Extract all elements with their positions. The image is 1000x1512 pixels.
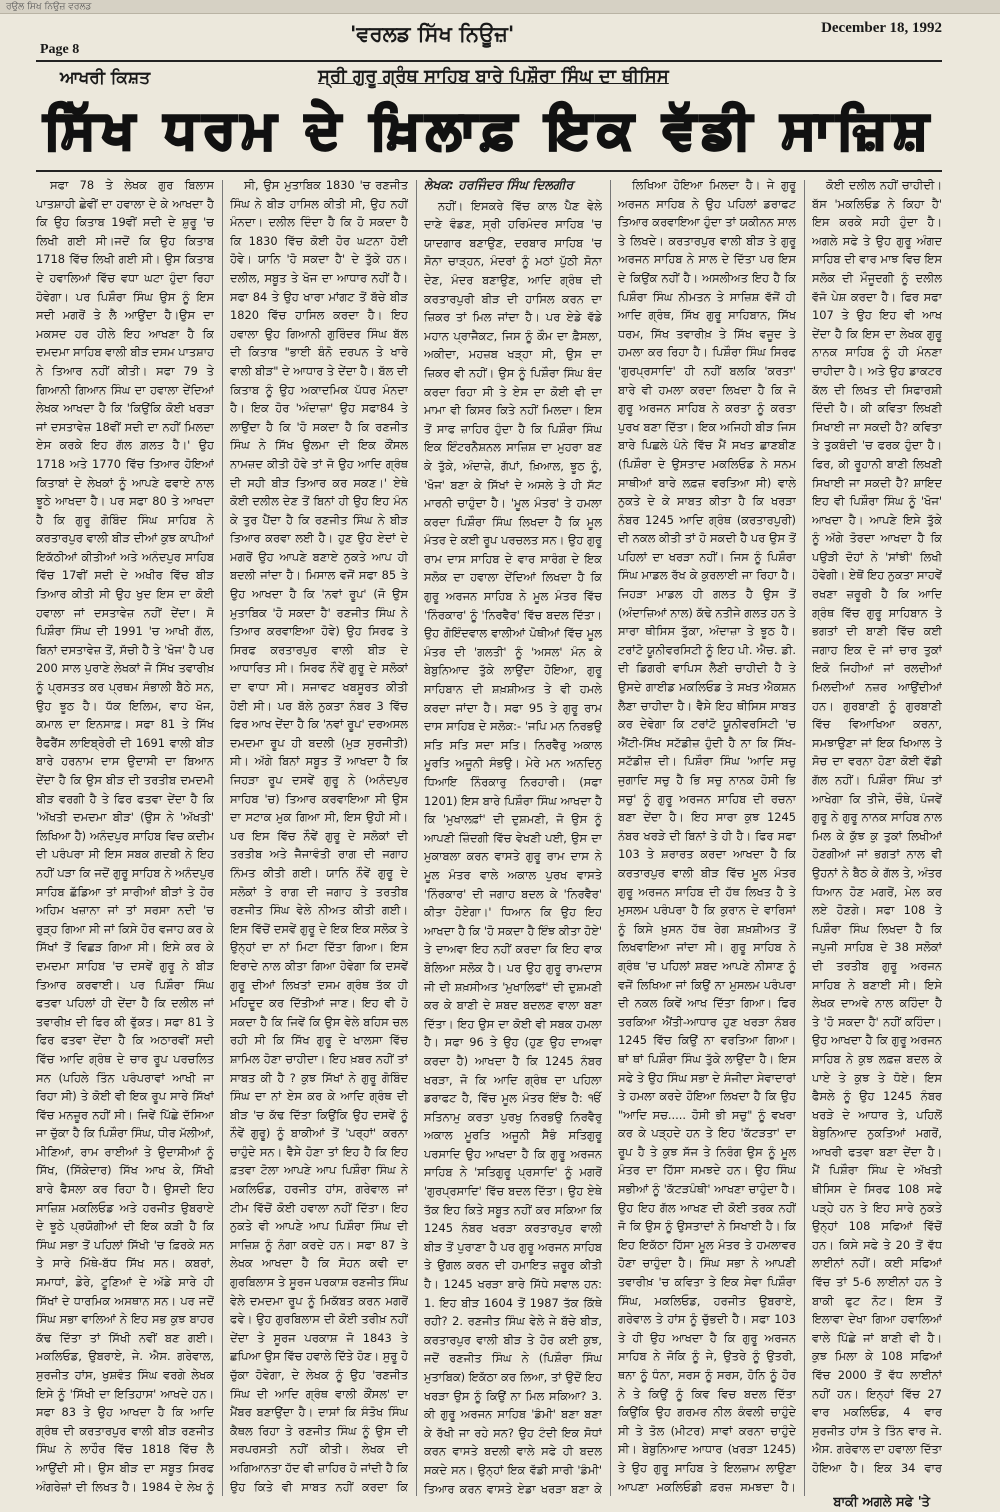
article-column-3	[424, 176, 602, 1496]
page-number: Page 8	[40, 42, 80, 57]
author-byline: ਲੇਖਕ: ਹਰਜਿੰਦਰ ਸਿੰਘ ਦਿਲਗੀਰ	[424, 177, 574, 192]
column-text: ਸਫਾ 78 ਤੇ ਲੇਖਕ ਗੁਰ ਬਿਲਾਸ ਪਾਤਸ਼ਾਹੀ ਛੇਵੀਂ ਦਾ ਹਵਾਲਾ ਦੇ ਕੇ ਆਖਦਾ ਹੈ ਕਿ ਉਹ ਕਿਤਾਬ 19ਵੀਂ ਸਦੀ ਦੇ ਸ਼ੁਰੂ 'ਚ ਲਿਖੀ ਗਈ ਸੀ।ਜਦੋਂ ਕਿ ਉਹ ਕਿਤਾਬ 1718 ਵਿੱਚ ਲਿਖੀ ਗਈ ਸੀ। ਉਸ ਕਿਤਾਬ ਦੇ ਹਵਾਲਿਆਂ ਵਿੱਚ ਵਧਾ ਘਟਾ ਹੁੰਦਾ ਰਿਹਾ ਹੋਵੇਗਾ। ਪਰ ਪਿਸ਼ੌਰਾ ਸਿੰਘ ਉਸ ਨੂੰ ਇਸ ਸਦੀ ਮਗਰੋਂ ਤੇ ਲੈ ਆਉਂਦਾ ਹੈ।ਉਸ ਦਾ ਮਕਸਦ ਹਰ ਹੀਲੇ ਇਹ ਆਖਣਾ ਹੈ ਕਿ ਦਮਦਮਾ ਸਾਹਿਬ ਵਾਲੀ ਬੀੜ ਦਸਮ ਪਾਤਸ਼ਾਹ ਨੇ ਤਿਆਰ ਨਹੀਂ ਕੀਤੀ। ਸਫਾ 79 ਤੇ ਗਿਆਨੀ ਗਿਆਨ ਸਿੰਘ ਦਾ ਹਵਾਲਾ ਦੇਂਦਿਆਂ ਲੇਖਕ ਆਖਦਾ ਹੈ ਕਿ 'ਕਿਉਂਕਿ ਕੋਈ ਖਰੜਾ ਜਾਂ ਦਸਤਾਵੇਜ਼ 18ਵੀਂ ਸਦੀ ਦਾ ਨਹੀਂ ਮਿਲਦਾ ਏਸ ਕਰਕੇ ਇਹ ਗੱਲ ਗ਼ਲਤ ਹੈ।' ਉਹ 1718 ਅਤੇ 1770 ਵਿੱਚ ਤਿਆਰ ਹੋਇਆਂ ਕਿਤਾਬਾਂ ਦੇ ਲੇਖਕਾਂ ਨੂੰ ਆਪਣੇ ਫਵਾਏ ਨਾਲ ਝੂਠੇ ਆਖਦਾ ਹੈ। ਪਰ ਸਫਾ 80 ਤੇ ਆਖਦਾ ਹੈ ਕਿ ਗੁਰੂ ਗੋਬਿੰਦ ਸਿੰਘ ਸਾਹਿਬ ਨੇ ਕਰਤਾਰਪੁਰ ਵਾਲੀ ਬੀੜ ਦੀਆਂ ਕੁਝ ਕਾਪੀਆਂ ਇਕੱਠੀਆਂ ਕੀਤੀਆਂ ਅਤੇ ਅਨੰਦਪੁਰ ਸਾਹਿਬ ਵਿੱਚ 17ਵੀਂ ਸਦੀ ਦੇ ਅਖੀਰ ਵਿੱਚ ਬੀੜ ਤਿਆਰ ਕੀਤੀ ਸੀ ਉਹ ਖੁਦ ਇਸ ਦਾ ਕੋਈ ਹਵਾਲਾ ਜਾਂ ਦਸਤਾਵੇਜ਼ ਨਹੀਂ ਦੇਂਦਾ। ਸੋ ਪਿਸ਼ੌਰਾ ਸਿੰਘ ਦੀ 1991 'ਚ ਆਖੀ ਗੱਲ, ਬਿਨਾਂ ਦਸਤਾਵੇਜ਼ ਤੋਂ, ਸੱਚੀ ਹੈ ਤੇ 'ਖੋਜ' ਹੈ ਪਰ 200 ਸਾਲ ਪੁਰਾਣੇ ਲੇਖਕਾਂ ਜੋ ਸਿੱਖ ਤਵਾਰੀਖ਼ ਨੂੰ ਪ੍ਰਸਤਤ ਕਰ ਪ੍ਰਥਮ ਸੰਭਾਲੀ ਬੈਠੇ ਸਨ, ਉਹ ਝੂਠ ਹੈ। ਧੱਕ ਇਲਿਮ, ਵਾਹ ਖੋਜ, ਕਮਾਲ ਦਾ ਇਨਸਾਫ਼। ਸਫਾ 81 ਤੇ ਸਿੱਖ ਰੈਫਰੈਂਸ ਲਾਇਬ੍ਰੇਰੀ ਦੀ 1691 ਵਾਲੀ ਬੀੜ ਬਾਰੇ ਹਰਨਾਮ ਦਾਸ ਉਦਾਸੀ ਦਾ ਬਿਆਨ ਦੇਂਦਾ ਹੈ ਕਿ ਉਸ ਬੀੜ ਦੀ ਤਰਤੀਬ ਦਮਦਮੀ ਬੀੜ ਵਰਗੀ ਹੈ ਤੇ ਫਿਰ ਫਤਵਾ ਦੇਂਦਾ ਹੈ ਕਿ 'ਅੱਖਤੀ ਦਮਦਮਾ ਬੀੜ' (ਉਸ ਨੇ 'ਅੱਖਤੀ' ਲਿਖਿਆ ਹੈ) ਅਨੰਦਪੁਰ ਸਾਹਿਬ ਵਿਚ ਕਦੀਮ ਦੀ ਪਰੰਪਰਾ ਸੀ ਇਸ ਸਬਕ ਗਦਬੀ ਨੇ ਇਹ ਨਹੀਂ ਪੜਾ ਕਿ ਜਦੋਂ ਗੁਰੂ ਸਾਹਿਬ ਨੇ ਅਨੰਦਪੁਰ ਸਾਹਿਬ ਛੱਡਿਆ ਤਾਂ ਸਾਰੀਆਂ ਬੀੜਾਂ ਤੇ ਹੋਰ ਅਹਿਮ ਖਜ਼ਾਨਾ ਜਾਂ ਤਾਂ ਸਰਸਾ ਨਦੀ 'ਚ ਰੁੜ੍ਹ ਗਿਆ ਸੀ ਜਾਂ ਕਿਸੇ ਹੋਰ ਵਜਾਹ ਕਰ ਕੇ ਸਿੱਖਾਂ ਤੋਂ ਵਿਛੜ ਗਿਆ ਸੀ। ਇਸੇ ਕਰ ਕੇ ਦਮਦਮਾ ਸਾਹਿਬ 'ਚ ਦਸਵੇਂ ਗੁਰੂ ਨੇ ਬੀੜ ਤਿਆਰ ਕਰਵਾਈ। ਪਰ ਪਿਸ਼ੌਰਾ ਸਿੰਘ ਫਤਵਾ ਪਹਿਲਾਂ ਹੀ ਦੇਂਦਾ ਹੈ ਕਿ ਦਲੀਲ ਜਾਂ ਤਵਾਰੀਖ਼ ਦੀ ਫਿਰ ਕੀ ਵੁੱਕਤ। ਸਫਾ 81 ਤੇ ਫਿਰ ਫਤਵਾ ਦੇਂਦਾ ਹੈ ਕਿ ਅਠਾਰਵੀਂ ਸਦੀ ਵਿੱਚ ਆਦਿ ਗ੍ਰੰਥ ਦੇ ਚਾਰ ਰੂਪ ਪਰਚਲਿਤ ਸਨ (ਪਹਿਲੇ ਤਿੰਨ ਪਰੰਪਰਾਵਾਂ ਆਖੀ ਜਾ ਰਿਹਾ ਸੀ) ਤੇ ਕੋਈ ਵੀ ਇਕ ਰੂਪ ਸਾਰੇ ਸਿੱਖਾਂ ਵਿੱਚ ਮਨਜ਼ੂਰ ਨਹੀਂ ਸੀ। ਜਿਵੇਂ ਪਿੱਛੇ ਦੱਸਿਆ ਜਾ ਚੁੱਕਾ ਹੈ ਕਿ ਪਿਸ਼ੌਰਾ ਸਿੰਘ, ਧੀਰ ਮੱਲੀਆਂ, ਮੀਣਿਆਂ, ਰਾਮ ਰਾਈਆਂ ਤੇ ਉਦਾਸੀਆਂ ਨੂੰ ਸਿੱਖ, (ਸਿੱਕੇਦਾਰ) ਸਿੱਖ ਆਖ ਕੇ, ਸਿੱਖੀ ਬਾਰੇ ਫੈਸਲਾ ਕਰ ਰਿਹਾ ਹੈ। ਉਸਦੀ ਇਹ ਸਾਜ਼ਿਸ਼ ਮਕਲਿਓਡ ਅਤੇ ਹਰਜੀਤ ਉਬਰਾਏ ਦੇ ਝੂਠੇ ਪ੍ਰਯੋਗੀਆਂ ਦੀ ਇਕ ਕੜੀ ਹੈ ਕਿ ਸਿੰਘ ਸਭਾ ਤੋਂ ਪਹਿਲਾਂ ਸਿੱਖੀ 'ਚ ਫ਼ਿਰਕੇ ਸਨ ਤੇ ਸਾਰੇ ਮਿੱਥੇ-ਬੱਧ ਸਿੱਖ ਸਨ। ਕਬਰਾਂ, ਸਮਾਧਾਂ, ਡੇਰੇ, ਟੂਣਿਆਂ ਦੇ ਅੱਡੇ ਸਾਰੇ ਹੀ ਸਿੱਖਾਂ ਦੇ ਧਾਰਮਿਕ ਅਸਥਾਨ ਸਨ। ਪਰ ਜਦੋਂ ਸਿੰਘ ਸਭਾ ਵਾਲਿਆਂ ਨੇ ਇਹ ਸਭ ਕੁਝ ਬਾਹਰ ਕੱਢ ਦਿੱਤਾ ਤਾਂ ਸਿੱਖੀ ਨਵੀਂ ਬਣ ਗਈ। ਮਕਲਿਓਡ, ਉਬਰਾਏ, ਜੇ. ਐਸ. ਗਰੇਵਾਲ, ਸੁਰਜੀਤ ਹਾਂਸ, ਖੁਸ਼ਵੰਤ ਸਿੰਘ ਵਰਗੇ ਲੇਖਕ ਇਸੇ ਨੂੰ 'ਸਿੱਖੀ ਦਾ ਇਤਿਹਾਸ' ਆਖਦੇ ਹਨ। ਸਫਾ 83 ਤੇ ਉਹ ਆਖਦਾ ਹੈ ਕਿ ਆਦਿ ਗ੍ਰੰਥ ਦੀ ਕਰਤਾਰਪੁਰ ਵਾਲੀ ਬੀੜ ਰਣਜੀਤ ਸਿੰਘ ਨੇ ਲਾਹੌਰ ਵਿੱਚ 1818 ਵਿੱਚ ਲੈ ਆਉਂਦੀ ਸੀ। ਉਸ ਬੀੜ ਦਾ ਸਬੂਤ ਸਿਰਫ ਅੰਗਰੇਜ਼ਾਂ ਦੀ ਲਿਖਤ ਹੈ। 1984 ਦੇ ਲੇਖ ਨੂੰ	[36, 178, 214, 1494]
article-column-1	[36, 176, 214, 1496]
article-headline: ਸਿੱਖ ਧਰਮ ਦੇ ਖ਼ਿਲਾਫ਼ ਇਕ ਵੱਡੀ ਸਾਜ਼ਿਸ਼	[44, 100, 934, 160]
column-divider	[804, 180, 805, 1496]
column-divider	[222, 180, 223, 1496]
header-rule	[36, 60, 942, 62]
article-column-2	[230, 176, 408, 1496]
headline-rule	[36, 170, 942, 172]
masthead-title: 'ਵਰਲਡ ਸਿੱਖ ਨਿਊਜ਼'	[350, 22, 515, 46]
issue-date: December 18, 1992	[821, 20, 942, 36]
article-kicker	[36, 64, 942, 94]
column-text: ਕੋਈ ਦਲੀਲ ਨਹੀਂ ਚਾਹੀਦੀ। ਬੱਸ 'ਮਕਲਿਓਡ ਨੇ ਕਿਹਾ ਹੈ' ਇਸ ਕਰਕੇ ਸਹੀ ਹੁੰਦਾ ਹੈ। ਅਗਲੇ ਸਫੇ ਤੇ ਉਹ ਗੁਰੂ ਅੰਗਦ ਸਾਹਿਬ ਦੀ ਵਾਰ ਮਾਝ ਵਿਚ ਇਸ ਸਲੋਕ ਦੀ ਮੌਜੂਦਗੀ ਨੂੰ ਦਲੀਲ ਵੱਜੋ ਪੇਸ਼ ਕਰਦਾ ਹੈ। ਫਿਰ ਸਫਾ 107 ਤੇ ਉਹ ਇਹ ਵੀ ਆਖ ਦੇਂਦਾ ਹੈ ਕਿ ਇਸ ਦਾ ਲੇਖਕ ਗੁਰੂ ਨਾਨਕ ਸਾਹਿਬ ਨੂੰ ਹੀ ਮੰਨਣਾ ਚਾਹੀਦਾ ਹੈ। ਅਤੇ ਉਹ ਡਾਕਟਰ ਕੱਲ ਦੀ ਲਿਖਤ ਦੀ ਸਿਫਾਰਸ਼ੀ ਦਿੰਦੀ ਹੈ। ਕੀ ਕਵਿਤਾ ਲਿਖਣੀ ਸਿਖਾਈ ਜਾ ਸਕਦੀ ਹੈ? ਕਵਿਤਾ ਤੇ ਤੁਕਬੰਦੀ 'ਚ ਫਰਕ ਹੁੰਦਾ ਹੈ। ਫਿਰ, ਕੀ ਰੂਹਾਨੀ ਬਾਣੀ ਲਿਖਣੀ ਸਿਖਾਈ ਜਾ ਸਕਦੀ ਹੈ? ਸ਼ਾਇਦ ਇਹ ਵੀ ਪਿਸ਼ੌਰਾ ਸਿੰਘ ਨੂੰ 'ਖੋਜ' ਆਖਦਾ ਹੈ। ਆਪਣੇ ਇਸੇ ਤੁੱਕੇ ਨੂੰ ਅੱਗੇ ਤੋਰਦਾ ਆਖਦਾ ਹੈ ਕਿ ਪਉੜੀ ਦੋਹਾਂ ਨੇ 'ਸਾਂਝੀ' ਲਿਖੀ ਹੋਵੇਗੀ। ਏਥੋਂ ਇਹ ਨੁਕਤਾ ਸਾਹਵੇਂ ਰਖਣਾ ਜ਼ਰੂਰੀ ਹੈ ਕਿ ਆਦਿ ਗ੍ਰੰਥ ਵਿੱਚ ਗੁਰੂ ਸਾਹਿਬਾਨ ਤੇ ਭਗਤਾਂ ਦੀ ਬਾਣੀ ਵਿੱਚ ਕਈ ਜਗਾਹ ਇਕ ਦੋ ਜਾਂ ਚਾਰ ਤੁਕਾਂ ਇਕੋ ਜਿਹੀਆਂ ਜਾਂ ਰਲਦੀਆਂ ਮਿਲਦੀਆਂ ਨਜ਼ਰ ਆਉਂਦੀਆਂ ਹਨ। ਗੁਰਬਾਣੀ ਨੂੰ ਗੁਰਬਾਣੀ ਵਿੱਚ ਵਿਆਖਿਆ ਕਰਨਾ, ਸਮਝਾਉਣਾ ਜਾਂ ਇਕ ਖਿਆਲ ਤੇ ਸੋਚ ਦਾ ਵਰਨਾ ਹੋਣਾ ਕੋਈ ਵੱਡੀ ਗੱਲ ਨਹੀਂ। ਪਿਸ਼ੌਰਾ ਸਿੰਘ ਤਾਂ ਆਖੇਗਾ ਕਿ ਤੀਜੇ, ਚੌਥੇ, ਪੰਜਵੇਂ ਗੁਰੂ ਨੇ ਗੁਰੂ ਨਾਨਕ ਸਾਹਿਬ ਨਾਲ ਮਿਲ ਕੇ ਕੁੱਝ ਕੁ ਤੁਕਾਂ ਲਿਖੀਆਂ ਹੋਣਗੀਆਂ ਜਾਂ ਭਗਤਾਂ ਨਾਲ ਵੀ ਉਹਨਾਂ ਨੇ ਬੈਠ ਕੇ ਗੱਲ ਤੇ, ਅੰਤਰ ਧਿਆਨ ਹੋਣ ਮਗਰੋਂ, ਮੇਲ ਕਰ ਲਏ ਹੋਣਗੇ। ਸਫਾ 108 ਤੇ ਪਿਸ਼ੌਰਾ ਸਿੰਘ ਲਿਖਦਾ ਹੈ ਕਿ ਜਪੁਜੀ ਸਾਹਿਬ ਦੇ 38 ਸਲੋਕਾਂ ਦੀ ਤਰਤੀਬ ਗੁਰੂ ਅਰਜਨ ਸਾਹਿਬ ਨੇ ਬਣਾਈ ਸੀ। ਇਸੇ ਲੇਖਕ ਦਾਅਵੇ ਨਾਲ ਕਹਿੰਦਾ ਹੈ ਤੇ 'ਹੋ ਸਕਦਾ ਹੈ' ਨਹੀਂ ਕਹਿੰਦਾ। ਉਹ ਆਖਦਾ ਹੈ ਕਿ ਗੁਰੂ ਅਰਜਨ ਸਾਹਿਬ ਨੇ ਕੁਝ ਲਫ਼ਜ਼ ਬਦਲ ਕੇ ਪਾਏ ਤੇ ਕੁਝ ਤੇ ਧੋਏ। ਇਸ ਫੈਸਲੇ ਨੂੰ ਉਹ 1245 ਨੰਬਰ ਖਰੜੇ ਦੇ ਆਧਾਰ ਤੇ, ਪਹਿਲੋਂ ਬੇਬੁਨਿਆਦ ਨੁਕਤਿਆਂ ਮਗਰੋਂ, ਆਖਰੀ ਫਤਵਾ ਬਣਾ ਦੇਂਦਾ ਹੈ। ਮੈਂ ਪਿਸ਼ੌਰਾ ਸਿੰਘ ਦੇ ਅੱਖਤੀ ਥੀਸਿਸ ਦੇ ਸਿਰਫ 108 ਸਫੇ ਪੜ੍ਹੇ ਹਨ ਤੇ ਇਹ ਸਾਰੇ ਨੁਕਤੇ ਉਨ੍ਹਾਂ 108 ਸਫਿਆਂ ਵਿੱਚੋਂ ਹਨ। ਕਿਸੇ ਸਫੇ ਤੇ 20 ਤੋਂ ਵੱਧ ਲਾਈਨਾਂ ਨਹੀਂ। ਕਈ ਸਫਿਆਂ ਵਿੱਚ ਤਾਂ 5-6 ਲਾਈਨਾਂ ਹਨ ਤੇ ਬਾਕੀ ਫੁਟ ਨੋਟ। ਇਸ ਤੋਂ ਇਲਾਵਾ ਦੇਖਾ ਗਿਆ ਹਵਾਲਿਆਂ ਵਾਲੇ ਪਿੱਛੇ ਜਾਂ ਬਾਣੀ ਵੀ ਹੈ। ਕੁਝ ਮਿਲਾ ਕੇ 108 ਸਫਿਆਂ ਵਿੱਚ 2000 ਤੋਂ ਵੱਧ ਲਾਈਨਾਂ ਨਹੀਂ ਹਨ। ਇਨ੍ਹਾਂ ਵਿੱਚ 27 ਵਾਰ ਮਕਲਿਓਡ, 4 ਵਾਰ ਸੁਰਜੀਤ ਹਾਂਸ ਤੇ ਤਿੰਨ ਵਾਰ ਜੇ. ਐਸ. ਗਰੇਵਾਲ ਦਾ ਹਵਾਲਾ ਦਿੱਤਾ ਹੋਇਆ ਹੈ। ਇਕ 34 ਵਾਰ	[812, 178, 942, 1474]
column-divider	[416, 180, 417, 1496]
column-divider	[610, 180, 611, 1496]
page-header	[30, 14, 942, 60]
column-text: ਨਹੀਂ। ਇਸਕਰੇ ਵਿੱਚ ਕਾਲ ਪੈਣ ਵੇਲੇ ਦਾਣੇ ਵੰਡਣ, ਸ੍ਰੀ ਹਰਿਮੰਦਰ ਸਾਹਿਬ 'ਚ ਯਾਦਗਾਰ ਬਣਾਉਣ, ਦਰਬਾਰ ਸਾਹਿਬ 'ਚ ਸੋਨਾ ਚਾੜ੍ਹਨ, ਮੰਦਰਾਂ ਨੂੰ ਮਠਾਂ ਪੁੱਠੀ ਸੋਨਾ ਦੇਣ, ਮੰਦਰ ਬਣਾਉਣ, ਆਦਿ ਗ੍ਰੰਥ ਦੀ ਕਰਤਾਰਪੁਰੀ ਬੀੜ ਦੀ ਹਾਸਿਲ ਕਰਨ ਦਾ ਜ਼ਿਕਰ ਤਾਂ ਮਿਲ ਜਾਂਦਾ ਹੈ। ਪਰ ਏਡੇ ਵੱਡੇ ਮਹਾਨ ਪ੍ਰਾਜੈਕਟ, ਜਿਸ ਨੂੰ ਕੌਮ ਦਾ ਫ਼ੈਸਲਾ, ਅਕੀਦਾ, ਮਹਜ਼ਬ ਖੜ੍ਹਾ ਸੀ, ਉਸ ਦਾ ਜ਼ਿਕਰ ਵੀ ਨਹੀਂ। ਉਸ ਨੂੰ ਪਿਸ਼ੌਰਾ ਸਿੰਘ ਬੰਦ ਕਰਦਾ ਰਿਹਾ ਸੀ ਤੇ ਏਸ ਦਾ ਕੋਈ ਵੀ ਦਾ ਮਾਮਾ ਵੀ ਕਿਸਰ ਕਿਤੇ ਨਹੀਂ ਮਿਲਦਾ। ਇਸ ਤੋਂ ਸਾਫ ਜ਼ਾਹਿਰ ਹੁੰਦਾ ਹੈ ਕਿ ਪਿਸ਼ੌਰਾ ਸਿੰਘ ਇਕ ਇੰਟਰਨੈਸ਼ਨਲ ਸਾਜ਼ਿਸ਼ ਦਾ ਮੁਹਰਾ ਬਣ ਕੇ ਤੁੱਕੇ, ਅੰਦਾਜ਼ੇ, ਗੱਪਾਂ, ਖ਼ਿਆਲ, ਝੂਠ ਨੂੰ, 'ਖੋਜ' ਬਣਾ ਕੇ ਸਿੱਖਾਂ ਦੇ ਅਸਲੇ ਤੇ ਹੀ ਸੱਟ ਮਾਰਨੀ ਚਾਹੁੰਦਾ ਹੈ। 'ਮੂਲ ਮੰਤਰ' ਤੇ ਹਮਲਾ ਕਰਦਾ ਪਿਸ਼ੌਰਾ ਸਿੰਘ ਲਿਖਦਾ ਹੈ ਕਿ ਮੂਲ ਮੰਤਰ ਦੇ ਕਈ ਰੂਪ ਪਰਚਲਤ ਸਨ। ਉਹ ਗੁਰੂ ਰਾਮ ਦਾਸ ਸਾਹਿਬ ਦੇ ਵਾਰ ਸਾਰੰਗ ਦੇ ਇਕ ਸਲੋਕ ਦਾ ਹਵਾਲਾ ਦੇਂਦਿਆਂ ਲਿਖਦਾ ਹੈ ਕਿ ਗੁਰੂ ਅਰਜਨ ਸਾਹਿਬ ਨੇ ਮੂਲ ਮੰਤਰ ਵਿੱਚ 'ਨਿੰਰਕਾਰ' ਨੂੰ 'ਨਿਰਵੈਰ' ਵਿੱਚ ਬਦਲ ਦਿੱਤਾ। ਉਹ ਗੋਇੰਦਵਾਲ ਵਾਲੀਆਂ ਪੋਥੀਆਂ ਵਿੱਚ ਮੂਲ ਮੰਤਰ ਦੀ 'ਗਲਤੀ' ਨੂੰ 'ਅਸਲ' ਮੰਨ ਕੇ ਬੇਬੁਨਿਆਦ ਤੁੱਕੇ ਲਾਉਂਦਾ ਹੋਇਆ, ਗੁਰੂ ਸਾਹਿਬਾਨ ਦੀ ਸ਼ਖ਼ਸ਼ੀਅਤ ਤੇ ਵੀ ਹਮਲੇ ਕਰਦਾ ਜਾਂਦਾ ਹੈ। ਸਫਾ 95 ਤੇ ਗੁਰੂ ਰਾਮ ਦਾਸ ਸਾਹਿਬ ਦੇ ਸਲੋਕ:- 'ਜਪਿ ਮਨ ਨਿਰਭਉ ਸਤਿ ਸਤਿ ਸਦਾ ਸਤਿ। ਨਿਰਵੈਰੁ ਅਕਾਲ ਮੂਰਤਿ ਅਜੂਨੀ ਸੰਭਉ। ਮੇਰੇ ਮਨ ਅਨਦਿਨੁ ਧਿਆਇ ਨਿੰਰਕਾਰੁ ਨਿਰਹਾਰੀ। (ਸਫਾ 1201) ਇਸ ਬਾਰੇ ਪਿਸ਼ੌਰਾ ਸਿੰਘ ਆਖਦਾ ਹੈ ਕਿ 'ਮੁਖਾਲਫ਼ਾਂ' ਦੀ ਦੁਸ਼ਮਣੀ, ਜੋ ਉਸ ਨੂੰ ਆਪਣੀ ਜ਼ਿੰਦਗੀ ਵਿੱਚ ਵੇਖਣੀ ਪਈ, ਉਸ ਦਾ ਮੁਕਾਬਲਾ ਕਰਨ ਵਾਸਤੇ ਗੁਰੂ ਰਾਮ ਦਾਸ ਨੇ ਮੂਲ ਮੰਤਰ ਵਾਲੇ ਅਕਾਲ ਪੁਰਖ ਵਾਸਤੇ 'ਨਿੰਰਕਾਰ' ਦੀ ਜਗਾਹ ਬਦਲ ਕੇ 'ਨਿਰਵੈਰ' ਕੀਤਾ ਹੋਏਗਾ।' ਧਿਆਨ ਕਿ ਉਹ ਇਹ ਆਖਦਾ ਹੈ ਕਿ 'ਹੋ ਸਕਦਾ ਹੈ ਇੰਝ ਕੀਤਾ ਹੋਏ' ਤੇ ਦਾਅਵਾ ਇਹ ਨਹੀਂ ਕਰਦਾ ਕਿ ਇਹ ਵਾਕ ਬੋਲਿਆ ਸਲੋਕ ਹੈ। ਪਰ ਉਹ ਗੁਰੂ ਰਾਮਦਾਸ ਜੀ ਦੀ ਸ਼ਖ਼ਸੀਅਤ 'ਮੁਖਾਲਿਫਾਂ' ਦੀ ਦੁਸ਼ਮਣੀ ਕਰ ਕੇ ਬਾਣੀ ਦੇ ਸ਼ਬਦ ਬਦਲਣ ਵਾਲਾ ਬਣਾ ਦਿੱਤਾ। ਇਹ ਉਸ ਦਾ ਕੋਈ ਵੀ ਸਬਕ ਹਮਲਾ ਹੈ। ਸਫਾ 96 ਤੇ ਉਹ (ਹੁਣ ਉਹ ਦਾਅਵਾ ਕਰਦਾ ਹੈ) ਆਖਦਾ ਹੈ ਕਿ 1245 ਨੰਬਰ ਖਰੜਾ, ਜੋ ਕਿ ਆਦਿ ਗ੍ਰੰਥ ਦਾ ਪਹਿਲਾ ਡਰਾਫਟ ਹੈ, ਵਿੱਚ ਮੂਲ ਮੰਤਰ ਇੰਝ ਹੈ: ੴ ਸਤਿਨਾਮੁ ਕਰਤਾ ਪੁਰਖੁ ਨਿਰਭਉ ਨਿਰਵੈਰੁ ਅਕਾਲ ਮੂਰਤਿ ਅਜੂਨੀ ਸੈਭੰ ਸਤਿਗੁਰੂ ਪਰਸਾਦਿ ਉਹ ਆਖਦਾ ਹੈ ਕਿ ਗੁਰੂ ਅਰਜਨ ਸਾਹਿਬ ਨੇ 'ਸਤਿਗੁਰੂ ਪ੍ਰਸਾਦਿ' ਨੂੰ ਮਗਰੋਂ 'ਗੁਰਪ੍ਰਸਾਦਿ' ਵਿੱਚ ਬਦਲ ਦਿੱਤਾ। ਉਹ ਏਥੇ ਤੱਕ ਇਹ ਕਿਤੇ ਸਬੂਤ ਨਹੀਂ ਕਰ ਸਕਿਆ ਕਿ 1245 ਨੰਬਰ ਖਰੜਾ ਕਰਤਾਰਪੁਰ ਵਾਲੀ ਬੀੜ ਤੋਂ ਪੁਰਾਣਾ ਹੈ ਪਰ ਗੁਰੂ ਅਰਜਨ ਸਾਹਿਬ ਤੇ ਉਂਗਲ ਕਰਨ ਦੀ ਹਮਾਇਤ ਜ਼ਰੂਰ ਕੀਤੀ ਹੈ। 1245 ਖਰੜਾ ਬਾਰੇ ਸਿੱਧੇ ਸਵਾਲ ਹਨ: 1. ਇਹ ਬੀੜ 1604 ਤੋਂ 1987 ਤੱਕ ਕਿੱਥੇ ਰਹੀ? 2. ਰਣਜੀਤ ਸਿੰਘ ਵੇਲੇ ਜੇ ਬੱਚੇ ਬੀੜ, ਕਰਤਾਰਪੁਰ ਵਾਲੀ ਬੀੜ ਤੇ ਹੋਰ ਕਈ ਕੁਝ, ਜਦੋਂ ਰਣਜੀਤ ਸਿੰਘ ਨੇ (ਪਿਸ਼ੌਰਾ ਸਿੰਘ ਮੁਤਾਬਿਕ) ਇਕੱਠਾ ਕਰ ਲਿਆ, ਤਾਂ ਉਦੋਂ ਇਹ ਖਰੜਾ ਉਸ ਨੂੰ ਕਿਉਂ ਨਾ ਮਿਲ ਸਕਿਆ? 3. ਕੀ ਗੁਰੂ ਅਰਜਨ ਸਾਹਿਬ 'ਡੰਮੀ' ਬਣਾ ਬਣਾ ਕੇ ਰੱਖੀ ਜਾ ਰਹੇ ਸਨ? ਉਹ ਟੰਦੀ ਇਕ ਸੋਧਾਂ ਕਰਨ ਵਾਸਤੇ ਬਦਲੀ ਵਾਲੇ ਸਫੇ ਹੀ ਬਦਲ ਸਕਦੇ ਸਨ। ਉਨ੍ਹਾਂ ਇਕ ਵੱਡੀ ਸਾਰੀ 'ਡੰਮੀ' ਤਿਆਰ ਕਰਨ ਵਾਸਤੇ ਏਡਾ ਖਰੜਾ ਬਣਾ ਕੇ	[424, 198, 602, 1496]
continued-note: ਬਾਕੀ ਅਗਲੇ ਸਫੇ 'ਤੇ	[833, 1495, 930, 1510]
column-text: ਲਿਖਿਆ ਹੋਇਆ ਮਿਲਦਾ ਹੈ। ਜੇ ਗੁਰੂ ਅਰਜਨ ਸਾਹਿਬ ਨੇ ਉਹ ਪਹਿਲਾਂ ਡਰਾਫਟ ਤਿਆਰ ਕਰਵਾਇਆ ਹੁੰਦਾ ਤਾਂ ਯਕੀਨਨ ਸਾਲ ਤੇ ਲਿਖਦੇ। ਕਰਤਾਰਪੁਰ ਵਾਲੀ ਬੀੜ ਤੇ ਗੁਰੂ ਅਰਜਨ ਸਾਹਿਬ ਨੇ ਸਾਲ ਦੇ ਦਿੱਤਾ ਪਰ ਇਸ ਦੇ ਕਿਉਂਕ ਨਹੀਂ ਹੈ। ਅਸਲੀਅਤ ਇਹ ਹੈ ਕਿ ਪਿਸ਼ੌਰਾ ਸਿੰਘ ਨੀਮਤਨ ਤੇ ਸਾਜ਼ਿਸ਼ ਵੱਜੋਂ ਹੀ ਆਦਿ ਗ੍ਰੰਥ, ਸਿੱਖ ਗੁਰੂ ਸਾਹਿਬਾਨ, ਸਿੱਖ ਧਰਮ, ਸਿੱਖ ਤਵਾਰੀਖ਼ ਤੇ ਸਿੱਖ ਵਜੂਦ ਤੇ ਹਮਲਾ ਕਰ ਰਿਹਾ ਹੈ। ਪਿਸ਼ੌਰਾ ਸਿੰਘ ਸਿਰਫ 'ਗੁਰਪ੍ਰਸਾਦਿ' ਹੀ ਨਹੀਂ ਬਲਕਿ 'ਕਰਤਾ' ਬਾਰੇ ਵੀ ਹਮਲਾ ਕਰਦਾ ਲਿਖਦਾ ਹੈ ਕਿ ਜੋ ਗੁਰੂ ਅਰਜਨ ਸਾਹਿਬ ਨੇ ਕਰਤਾ ਨੂੰ ਕਰਤਾ ਪੁਰਖ ਬਣਾ ਦਿੱਤਾ। ਇਕ ਅਜਿਹੀ ਬੀੜ ਜਿਸ ਬਾਰੇ ਪਿਛਲੇ ਪੰਨੇ ਵਿੱਚ ਮੈਂ ਸਖਤ ਛਾਣਬੀਣ (ਪਿਸ਼ੌਰਾ ਦੇ ਉਸਤਾਦ ਮਕਲਿਓਡ ਨੇ ਸਨਮ ਸਾਥੀਆਂ ਬਾਰੇ ਲਫ਼ਜ਼ ਵਰਤਿਆ ਸੀ) ਵਾਲੇ ਨੁਕਤੇ ਦੇ ਕੇ ਸਾਬਤ ਕੀਤਾ ਹੈ ਕਿ ਖਰੜਾ ਨੰਬਰ 1245 ਆਦਿ ਗ੍ਰੰਥ (ਕਰਤਾਰਪੁਰੀ) ਦੀ ਨਕਲ ਕੀਤੀ ਤਾਂ ਹੋ ਸਕਦੀ ਹੈ ਪਰ ਉਸ ਤੋਂ ਪਹਿਲਾਂ ਦਾ ਖਰੜਾ ਨਹੀਂ। ਜਿਸ ਨੂੰ ਪਿਸ਼ੌਰਾ ਸਿੰਘ ਮਾਡਲ ਰੱਖ ਕੇ ਕੁਰਲਾਈ ਜਾ ਰਿਹਾ ਹੈ। ਜਿਹੜਾ ਮਾਡਲ ਹੀ ਗਲਤ ਹੈ ਉਸ ਤੋਂ (ਅੰਦਾਜ਼ਿਆਂ ਨਾਲ) ਕੱਢੇ ਨਤੀਜੇ ਗਲਤ ਹਨ ਤੇ ਸਾਰਾ ਥੀਸਿਸ ਤੁੱਕਾ, ਅੰਦਾਜ਼ਾ ਤੇ ਝੂਠ ਹੈ। ਟਰਾਂਟੋ ਯੂਨੀਵਰਸਿਟੀ ਨੂੰ ਇਹ ਪੀ. ਐਚ. ਡੀ. ਦੀ ਡਿਗਰੀ ਵਾਪਿਸ ਲੈਣੀ ਚਾਹੀਦੀ ਹੈ ਤੇ ਉਸਦੇ ਗਾਈਡ ਮਕਲਿਓਡ ਤੇ ਸਖਤ ਐਕਸ਼ਨ ਲੈਣਾ ਚਾਹੀਦਾ ਹੈ। ਵੈਸੇ ਇਹ ਥੀਸਿਸ ਸਾਬਤ ਕਰ ਦੇਵੇਗਾ ਕਿ ਟਰਾਂਟੋ ਯੂਨੀਵਰਸਿਟੀ 'ਚ ਐਂਟੀ-ਸਿੱਖ ਸਟੱਡੀਜ਼ ਹੁੰਦੀ ਹੈ ਨਾ ਕਿ ਸਿੱਖ-ਸਟੱਡੀਜ਼ ਦੀ। ਪਿਸ਼ੌਰਾ ਸਿੰਘ 'ਆਦਿ ਸਚੁ ਜੁਗਾਦਿ ਸਚੁ ਹੈ ਭਿ ਸਚੁ ਨਾਨਕ ਹੋਸੀ ਭਿ ਸਚੁ' ਨੂੰ ਗੁਰੂ ਅਰਜਨ ਸਾਹਿਬ ਦੀ ਰਚਨਾ ਬਣਾ ਦੇਂਦਾ ਹੈ। ਇਹ ਸਾਰਾ ਕੁਝ 1245 ਨੰਬਰ ਖਰੜੇ ਦੀ ਬਿਨਾਂ ਤੇ ਹੀ ਹੈ। ਫਿਰ ਸਫਾ 103 ਤੇ ਸ਼ਰਾਰਤ ਕਰਦਾ ਆਖਦਾ ਹੈ ਕਿ ਕਰਤਾਰਪੁਰ ਵਾਲੀ ਬੀੜ ਵਿੱਚ ਮੂਲ ਮੰਤਰ ਗੁਰੂ ਅਰਜਨ ਸਾਹਿਬ ਦੀ ਹੱਥ ਲਿਖਤ ਹੈ ਤੇ ਮੁਸਲਮ ਪਰੰਪਰਾ ਹੈ ਕਿ ਕੁਰਾਨ ਦੇ ਵਾਰਿਸਾਂ ਨੂੰ ਕਿਸੇ ਖ਼ੁਸਨ ਹੱਥ ਰੇਗ ਸ਼ਖ਼ਸ਼ੀਅਤ ਤੋਂ ਲਿਖਵਾਇਆ ਜਾਂਦਾ ਸੀ। ਗੁਰੂ ਸਾਹਿਬ ਨੇ ਗ੍ਰੰਥ 'ਚ ਪਹਿਲਾਂ ਸ਼ਬਦ ਆਪਣੇ ਨੀਸਾਣ ਨੂੰ ਵਜੋਂ ਲਿਖਿਆ ਜਾਂ ਕਿਉਂ ਨਾ ਮੁਸਲਮ ਪਰੰਪਰਾ ਦੀ ਨਕਲ ਕਿਵੇਂ ਆਖ ਦਿੱਤਾ ਗਿਆ। ਫਿਰ ਤਰਕਿਆ ਐਂਤੀ-ਆਧਾਰ ਹੁਣ ਖਰੜਾ ਨੰਬਰ 1245 ਵਿੱਚ ਕਿਉਂ ਨਾ ਵਰਤਿਆ ਗਿਆ। ਥਾਂ ਥਾਂ ਪਿਸ਼ੌਰਾ ਸਿੰਘ ਤੁੱਕੇ ਲਾਉਂਦਾ ਹੈ। ਇਸ ਸਫੇ ਤੇ ਉਹ ਸਿੰਘ ਸਭਾ ਦੇ ਸੰਜੀਦਾ ਸੇਵਾਦਾਰਾਂ ਤੇ ਹਮਲਾ ਕਰਦੇ ਹੋਇਆ ਲਿਖਦਾ ਹੈ ਕਿ ਉਹ "ਆਦਿ ਸਚ..... ਹੋਸੀ ਭੀ ਸਚੁ" ਨੂੰ ਵਖਰਾ ਕਰ ਕੇ ਪੜ੍ਹਦੇ ਹਨ ਤੇ ਇਹ 'ਕੱਟੜਤਾ' ਦਾ ਰੂਪ ਹੈ ਤੇ ਕੁਝ ਸੱਜ ਤੇ ਨਿਰੰਗ ਉਸ ਨੂੰ ਮੂਲ ਮੰਤਰ ਦਾ ਹਿੱਸਾ ਸਮਝਦੇ ਹਨ। ਉਹ ਸਿੰਘ ਸਭੀਆਂ ਨੂੰ 'ਕੱਟੜਪੰਥੀ' ਆਖਣਾ ਚਾਹੁੰਦਾ ਹੈ। ਉਹ ਇਹ ਗੱਲ ਆਖਣ ਦੀ ਕੋਈ ਤਰਕ ਨਹੀਂ ਜੋ ਕਿ ਉਸ ਨੂੰ ਉਸਤਾਦਾਂ ਨੇ ਸਿਖਾਈ ਹੈ। ਕਿ ਇਹ ਇਕੱਠਾ ਹਿੱਸਾ ਮੂਲ ਮੰਤਰ ਤੇ ਹਮਲਾਵਰ ਹੋਣਾ ਚਾਹੁੰਦਾ ਹੈ। ਸਿੰਘ ਸਭਾ ਨੇ ਆਪਣੀ ਤਵਾਰੀਖ਼ 'ਚ ਕਵਿਤਾ ਤੇ ਇਕ ਸੇਵਾ ਪਿਸ਼ੌਰਾ ਸਿੰਘ, ਮਕਲਿਓਡ, ਹਰਜੀਤ ਉਬਰਾਏ, ਗਰੇਵਾਲ ਤੇ ਹਾਂਸ ਨੂੰ ਚੁੱਭਦੀ ਹੈ। ਸਫਾ 103 ਤੇ ਹੀ ਉਹ ਆਖਦਾ ਹੈ ਕਿ ਗੁਰੂ ਅਰਜਨ ਸਾਹਿਬ ਨੇ ਜੋਕਿ ਨੂੰ ਜੇ, ਉਤਰੇ ਨੂੰ ਉਤਰੀ, ਥਨਾ ਨੂੰ ਧੰਨਾ, ਸਰਸ ਨੂੰ ਸਰਸ, ਹੋਨਿ ਨੂੰ ਹੋਰ ਨੇ ਤੇ ਕਿਉਂ ਨੂੰ ਕਿਵ ਵਿਚ ਬਦਲ ਦਿੱਤਾ ਕਿਉਂਕਿ ਉਹ ਗਰਮਰ ਨੀਲ ਕੰਵਲੀ ਚਾਹੁੰਦੇ ਸੀ ਤੇ ਤੋਲ (ਮੀਟਰ) ਸਾਵਾਂ ਕਰਨਾ ਚਾਹੁੰਦੇ ਸੀ। ਬੇਬੁਨਿਆਦ ਆਧਾਰ (ਖਰੜਾ 1245) ਤੇ ਉਹ ਗੁਰੂ ਸਾਹਿਬ ਤੇ ਇਲਜ਼ਾਮ ਲਾਉਣਾ ਆਪਣਾ ਮਕਲਿਓਡੀ ਫ਼ਰਜ਼ ਸਮਝਦਾ ਹੈ।	[618, 178, 796, 1494]
article-subhead: ਸ੍ਰੀ ਗੁਰੂ ਗ੍ਰੰਥ ਸਾਹਿਬ ਬਾਰੇ ਪਿਸ਼ੌਰਾ ਸਿੰਘ ਦਾ ਥੀਸਿਸ	[318, 66, 669, 87]
previous-page-strip	[0, 0, 1000, 14]
column-text: ਸੀ, ਉਸ ਮੁਤਾਬਿਕ 1830 'ਚ ਰਣਜੀਤ ਸਿੰਘ ਨੇ ਬੀੜ ਹਾਸਿਲ ਕੀਤੀ ਸੀ, ਉਹ ਨਹੀਂ ਮੰਨਦਾ। ਦਲੀਲ ਦਿੰਦਾ ਹੈ ਕਿ ਹੋ ਸਕਦਾ ਹੈ ਕਿ 1830 ਵਿੱਚ ਕੋਈ ਹੋਰ ਘਟਨਾ ਹੋਈ ਹੋਵੇ। ਯਾਨਿ 'ਹੋ ਸਕਦਾ ਹੈ' ਦੇ ਤੁੱਕੇ ਹਨ। ਦਲੀਲ, ਸਬੂਤ ਤੇ ਖੋਜ ਦਾ ਆਧਾਰ ਨਹੀਂ ਹੈ। ਸਫਾ 84 ਤੇ ਉਹ ਖਾਰਾ ਮਾਂਗਟ ਤੋਂ ਬੱਚੇ ਬੀੜ 1820 ਵਿੱਚ ਹਾਸਿਲ ਕਰਦਾ ਹੈ। ਇਹ ਹਵਾਲਾ ਉਹ ਗਿਆਨੀ ਗੁਰਿੰਦਰ ਸਿੰਘ ਬੱਲ ਦੀ ਕਿਤਾਬ "ਭਾਈ ਬੰਨੋ ਦਰਪਨ ਤੇ ਖਾਰੇ ਵਾਲੀ ਬੀੜ" ਦੇ ਆਧਾਰ ਤੇ ਦੇਂਦਾ ਹੈ। ਬੱਲ ਦੀ ਕਿਤਾਬ ਨੂੰ ਉਹ ਅਕਾਦਮਿਕ ਪੱਧਰ ਮੰਨਦਾ ਹੈ। ਇਕ ਹੋਰ 'ਅੰਦਾਜ਼ਾ' ਉਹ ਸਫਾ84 ਤੇ ਲਾਉਂਦਾ ਹੈ ਕਿ 'ਹੋ ਸਕਦਾ ਹੈ ਕਿ ਰਣਜੀਤ ਸਿੰਘ ਨੇ ਸਿੱਖ ਉਲਮਾ ਦੀ ਇਕ ਕੌਂਸਲ ਨਾਮਜ਼ਦ ਕੀਤੀ ਹੋਵੇ ਤਾਂ ਜੋ ਉਹ ਆਦਿ ਗ੍ਰੰਥ ਦੀ ਸਹੀ ਬੀੜ ਤਿਆਰ ਕਰ ਸਕਣ।' ਏਥੇ ਕੋਈ ਦਲੀਲ ਦੇਣ ਤੋਂ ਬਿਨਾਂ ਹੀ ਉਹ ਇਹ ਮੰਨ ਕੇ ਤੁਰ ਪੈਂਦਾ ਹੈ ਕਿ ਰਣਜੀਤ ਸਿੰਘ ਨੇ ਬੀੜ ਤਿਆਰ ਕਰਵਾ ਲਈ ਹੈ। ਹੁਣ ਉਹ ਏਦਾਂ ਦੇ ਮਗਰੋਂ ਉਹ ਆਪਣੇ ਬਣਾਏ ਨੁਕਤੇ ਆਪ ਹੀ ਬਦਲੀ ਜਾਂਦਾ ਹੈ। ਮਿਸਾਲ ਵਜੋਂ ਸਫਾ 85 ਤੇ ਉਹ ਆਖਦਾ ਹੈ ਕਿ 'ਨਵਾਂ ਰੂਪ' (ਜੋ ਉਸ ਮੁਤਾਬਿਕ 'ਹੋ ਸਕਦਾ ਹੈ' ਰਣਜੀਤ ਸਿੰਘ ਨੇ ਤਿਆਰ ਕਰਵਾਇਆ ਹੋਵੇ) ਉਹ ਸਿਰਫ ਤੇ ਸਿਰਫ ਕਰਤਾਰਪੁਰ ਵਾਲੀ ਬੀੜ ਦੇ ਆਧਾਰਿਤ ਸੀ। ਸਿਰਫ ਨੌਵੇਂ ਗੁਰੂ ਦੇ ਸਲੋਕਾਂ ਦਾ ਵਾਧਾ ਸੀ। ਸਜਾਵਟ ਖਬਸੂਰਤ ਕੀਤੀ ਹੋਈ ਸੀ। ਪਰ ਬੱਲੇ ਨੁਕਤਾ ਨੰਬਰ 3 ਵਿੱਚ ਫਿਰ ਆਖ ਦੇਂਦਾ ਹੈ ਕਿ 'ਨਵਾਂ ਰੂਪ' ਦਰਅਸਲ ਦਮਦਮਾ ਰੂਪ ਹੀ ਬਦਲੀ (ਮੁੜ ਸੁਰਜੀਤੀ) ਸੀ। ਅੱਗੇ ਬਿਨਾਂ ਸਬੂਤ ਤੋਂ ਆਖਦਾ ਹੈ ਕਿ ਜਿਹੜਾ ਰੂਪ ਦਸਵੇਂ ਗੁਰੂ ਨੇ (ਅਨੰਦਪੁਰ ਸਾਹਿਬ 'ਚ) ਤਿਆਰ ਕਰਵਾਇਆ ਸੀ ਉਸ ਦਾ ਸਟਾਕ ਮੁਕ ਗਿਆ ਸੀ, ਇਸ ਉਹੀ ਸੀ। ਪਰ ਇਸ ਵਿੱਚ ਨੌਵੇਂ ਗੁਰੂ ਦੇ ਸਲੋਕਾਂ ਦੀ ਤਰਤੀਬ ਅਤੇ ਜੈਜਾਵੰਤੀ ਰਾਗ ਦੀ ਜਗਾਹ ਨਿੰਮਤ ਕੀਤੀ ਗਈ। ਯਾਨਿ ਨੌਵੇਂ ਗੁਰੂ ਦੇ ਸਲੋਕਾਂ ਤੇ ਰਾਗ ਦੀ ਜਗਾਹ ਤੇ ਤਰਤੀਬ ਰਣਜੀਤ ਸਿੰਘ ਵੇਲੇ ਨੀਅਤ ਕੀਤੀ ਗਈ। ਇਸ ਵਿੱਚੋਂ ਦਸਵੇਂ ਗੁਰੂ ਦੇ ਇਕ ਇਕ ਸਲੋਕ ਤੇ ਉਨ੍ਹਾਂ ਦਾ ਨਾਂ ਮਿਟਾ ਦਿੱਤਾ ਗਿਆ। ਇਸ ਇਰਾਦੇ ਨਾਲ ਕੀਤਾ ਗਿਆ ਹੋਵੇਗਾ ਕਿ ਦਸਵੇਂ ਗੁਰੂ ਦੀਆਂ ਲਿਖਤਾਂ ਦਸਮ ਗ੍ਰੰਥ ਤੱਕ ਹੀ ਮਹਿਦੂਦ ਕਰ ਦਿੱਤੀਆਂ ਜਾਣ। ਇਹ ਵੀ ਹੋ ਸਕਦਾ ਹੈ ਕਿ ਜਿਵੇਂ ਕਿ ਉਸ ਵੇਲੇ ਬਹਿਸ ਚਲ ਰਹੀ ਸੀ ਕਿ ਸਿੱਖ ਗੁਰੂ ਦੇ ਖਾਲਸਾ ਵਿੱਚ ਸ਼ਾਮਿਲ ਹੋਣਾ ਚਾਹੀਦਾ। ਇਹ ਖ਼ਬਰ ਨਹੀਂ ਤਾਂ ਸਾਬਤ ਕੀ ਹੈ ? ਕੁਝ ਸਿੱਖਾਂ ਨੇ ਗੁਰੂ ਗੋਬਿੰਦ ਸਿੰਘ ਦਾ ਨਾਂ ਏਸ ਕਰ ਕੇ ਆਦਿ ਗ੍ਰੰਥ ਦੀ ਬੀੜ 'ਚ ਕੱਢ ਦਿੱਤਾ ਕਿਉਂਕਿ ਉਹ ਦਸਵੇਂ ਨੂੰ ਨੌਵੇਂ ਗੁਰੂ) ਨੂੰ ਬਾਕੀਆਂ ਤੋਂ 'ਪਰ੍ਹਾਂ' ਕਰਨਾ ਚਾਹੁੰਦੇ ਸਨ। ਵੈਸੇ ਹੋਣਾ ਤਾਂ ਇਹ ਹੈ ਕਿ ਇਹ ਫ਼ਤਵਾ ਟੋਲਾ ਆਪਣੇ ਆਪ ਪਿਸ਼ੌਰਾ ਸਿੰਘ ਨੇ ਮਕਲਿਓਡ, ਹਰਜੀਤ ਹਾਂਸ, ਗਰੇਵਾਲ ਜਾਂ ਟੀਮ ਵਿੱਚੋਂ ਕੋਈ ਹਵਾਲਾ ਨਹੀਂ ਦਿੱਤਾ। ਇਹ ਨੁਕਤੇ ਵੀ ਆਪਣੇ ਆਪ ਪਿਸ਼ੌਰਾ ਸਿੰਘ ਦੀ ਸਾਜ਼ਿਸ਼ ਨੂੰ ਨੰਗਾ ਕਰਦੇ ਹਨ। ਸਫਾ 87 ਤੇ ਲੇਖਕ ਆਖਦਾ ਹੈ ਕਿ ਸੋਹਨ ਕਵੀ ਦਾ ਗੁਰਬਿਲਾਸ ਤੇ ਸੂਰਜ ਪਰਕਾਸ਼ ਰਣਜੀਤ ਸਿੰਘ ਵੇਲੇ ਦਮਦਮਾ ਰੂਪ ਨੂੰ ਮਿਕੱਬਤ ਕਰਨ ਮਗਰੋਂ ਫਵੇ। ਉਹ ਗੁਰਬਿਲਾਸ ਦੀ ਕੋਈ ਤਰੀਖ਼ ਨਹੀਂ ਦੇਂਦਾ ਤੇ ਸੂਰਜ ਪਰਕਾਸ਼ ਜੋ 1843 ਤੇ ਛਪਿਆ ਉਸ ਵਿੱਚ ਹਵਾਲੇ ਦਿੱਤੇ ਹੋਣ। ਸੁਰੂ ਹੋ ਚੁੱਕਾ ਹੋਵੇਗਾ, ਦੇ ਲੇਖਕ ਨੂੰ ਉਹ 'ਰਣਜੀਤ ਸਿੰਘ ਦੀ ਆਦਿ ਗ੍ਰੰਥ ਵਾਲੀ ਕੌਂਸਲ' ਦਾ ਮੈਂਬਰ ਬਣਾਉਂਦਾ ਹੈ। ਦਾਸਾਂ ਕਿ ਸੰਤੋਖ ਸਿੰਘ ਕੈਥਲ ਰਿਹਾ ਤੇ ਰਣਜੀਤ ਸਿੰਘ ਨੂੰ ਉਸ ਦੀ ਸਰਪਰਸਤੀ ਨਹੀਂ ਕੀਤੀ। ਲੇਖਕ ਦੀ ਅਗਿਆਨਤਾ ਹੱਦ ਵੀ ਜ਼ਾਹਿਰ ਹੋ ਜਾਂਦੀ ਹੈ ਕਿ ਉਹ ਕਿਤੇ ਵੀ ਸਾਬਤ ਨਹੀਂ ਕਰਦਾ ਕਿ	[230, 178, 408, 1494]
article-column-5	[812, 176, 942, 1474]
article-body	[36, 176, 942, 1496]
article-column-4	[618, 176, 796, 1496]
strip-text: ਰਉਲ ਸਿਖ ਨਿਉਜ਼ ਵਰਲਡ	[6, 2, 92, 12]
installment-label: ਆਖਰੀ ਕਿਸ਼ਤ	[60, 68, 151, 88]
